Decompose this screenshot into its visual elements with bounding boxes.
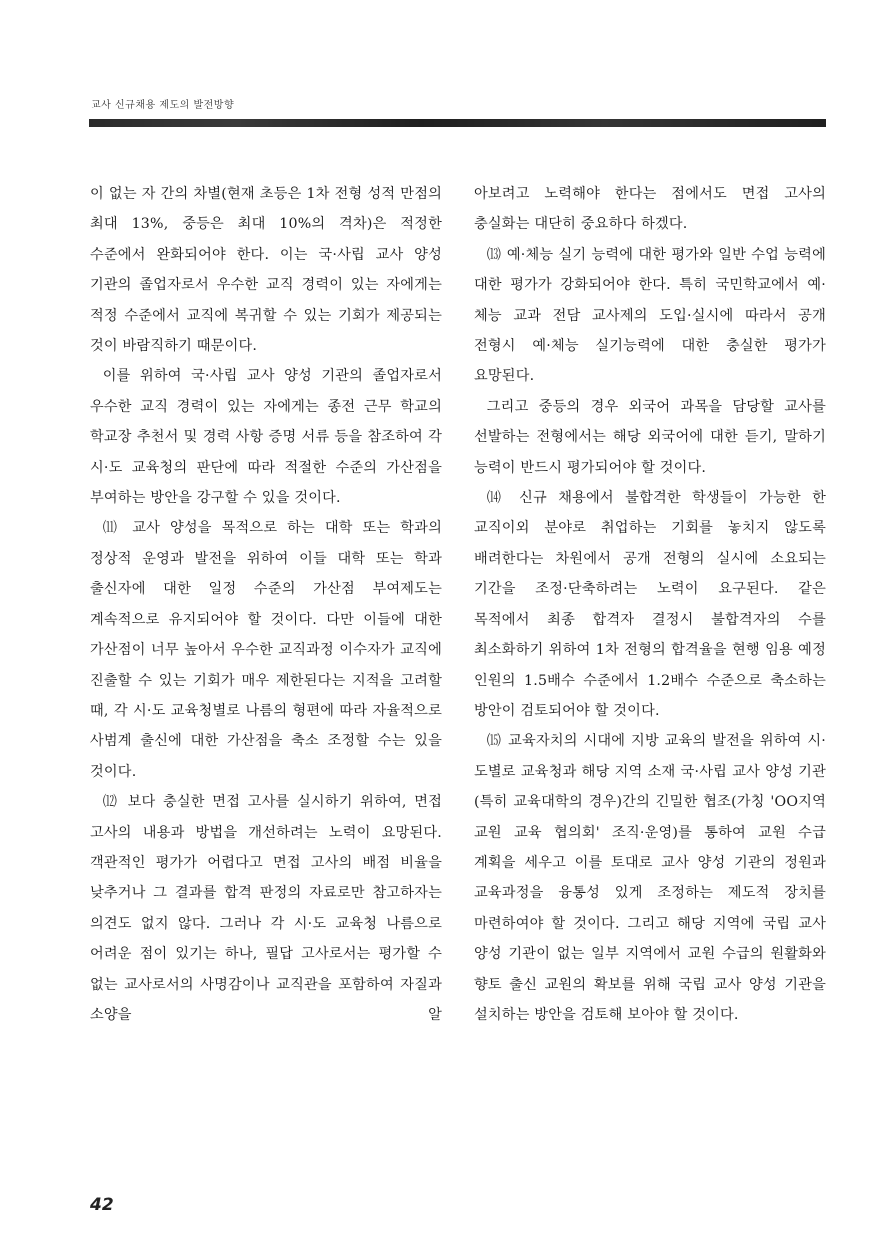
paragraph-item-15: ⒂ 교육자치의 시대에 지방 교육의 발전을 위하여 시·도별로 교육청과 해당 지역 소재 국·사립 교사 양성 기관(특히 교육대학의 경우)간의 긴밀한 협조(가칭 'OO지역 교원 교육 협의회' 조직·운영)를 통하여 교원 수급 계획을 세우고 이를 토대로 교사 양성 기관의 정원과 교육과정을 융통성 있게 조정하는 제도적 장치를 마련하여야 할 것이다. 그리고 해당 지역에 국립 교사 양성 기관이 없는 일부 지역에서 교원 수급의 원활화와 향토 출신 교원의 확보를 위해 국립 교사 양성 기관을 설치하는 방안을 검토해 보아야 할 것이다.	[474, 733, 826, 1023]
page-number: 42	[90, 1195, 114, 1215]
right-column	[474, 179, 826, 1030]
paragraph-continuation: 이 없는 자 간의 차별(현재 초등은 1차 전형 성적 만점의 최대 13%, 중등은 최대 10%의 격차)은 적정한 수준에서 완화되어야 한다. 이는 국·사립 교사 양성 기관의 졸업자로서 우수한 교직 경력이 있는 자에게는 적정 수준에서 교직에 복귀할 수 있는 기회가 제공되는 것이 바람직하기 때문이다.	[90, 186, 442, 355]
paragraph-item-14: ⒁ 신규 채용에서 불합격한 학생들이 가능한 한 교직이외 분야로 취업하는 기회를 놓치지 않도록 배려한다는 차원에서 공개 전형의 실시에 소요되는 기간을 조정·단축하려는 노력이 요구된다. 같은 목적에서 최종 합격자 결정시 불합격자의 수를 최소화하기 위하여 1차 전형의 합격율을 현행 임용 예정 인원의 1.5배수 수준에서 1.2배수 수준으로 축소하는 방안이 검토되어야 할 것이다.	[474, 490, 826, 719]
left-column	[90, 179, 442, 1030]
paragraph-item-12-continued: 아보려고 노력해야 한다는 점에서도 면접 고사의 충실화는 대단히 중요하다 하겠다.	[474, 186, 826, 233]
running-header: 교사 신규채용 제도의 발전방향	[91, 100, 235, 111]
paragraph-item-12: ⑿ 보다 충실한 면접 고사를 실시하기 위하여, 면접 고사의 내용과 방법을 개선하려는 노력이 요망된다. 객관적인 평가가 어렵다고 면접 고사의 배점 비율을 낮추거나 그 결과를 합격 판정의 자료로만 참고하자는 의견도 없지 않다. 그러나 각 시·도 교육청 나름으로 어려운 점이 있기는 하나, 필답 고사로서는 평가할 수 없는 교사로서의 사명감이나 교직관을 포함하여 자질과 소양을 알	[90, 794, 442, 1023]
header-rule	[89, 119, 826, 127]
paragraph-career-bonus: 이를 위하여 국·사립 교사 양성 기관의 졸업자로서 우수한 교직 경력이 있는 자에게는 종전 근무 학교의 학교장 추천서 및 경력 사항 증명 서류 등을 참조하여 각 시·도 교육청의 판단에 따라 적절한 수준의 가산점을 부여하는 방안을 강구할 수 있을 것이다.	[90, 368, 442, 507]
paragraph-item-11: ⑾ 교사 양성을 목적으로 하는 대학 또는 학과의 정상적 운영과 발전을 위하여 이들 대학 또는 학과 출신자에 대한 일정 수준의 가산점 부여제도는 계속적으로 유지되어야 할 것이다. 다만 이들에 대한 가산점이 너무 높아서 우수한 교직과정 이수자가 교직에 진출할 수 있는 기회가 매우 제한된다는 지적을 고려할 때, 각 시·도 교육청별로 나름의 형편에 따라 자율적으로 사범계 출신에 대한 가산점을 축소 조정할 수는 있을 것이다.	[90, 520, 442, 780]
paragraph-foreign-language: 그리고 중등의 경우 외국어 과목을 담당할 교사를 선발하는 전형에서는 해당 외국어에 대한 듣기, 말하기 능력이 반드시 평가되어야 할 것이다.	[474, 398, 826, 476]
paragraph-item-13: ⒀ 예·체능 실기 능력에 대한 평가와 일반 수업 능력에 대한 평가가 강화되어야 한다. 특히 국민학교에서 예·체능 교과 전담 교사제의 도입·실시에 따라서 공개 전형시 예·체능 실기능력에 대한 충실한 평가가 요망된다.	[474, 246, 826, 385]
